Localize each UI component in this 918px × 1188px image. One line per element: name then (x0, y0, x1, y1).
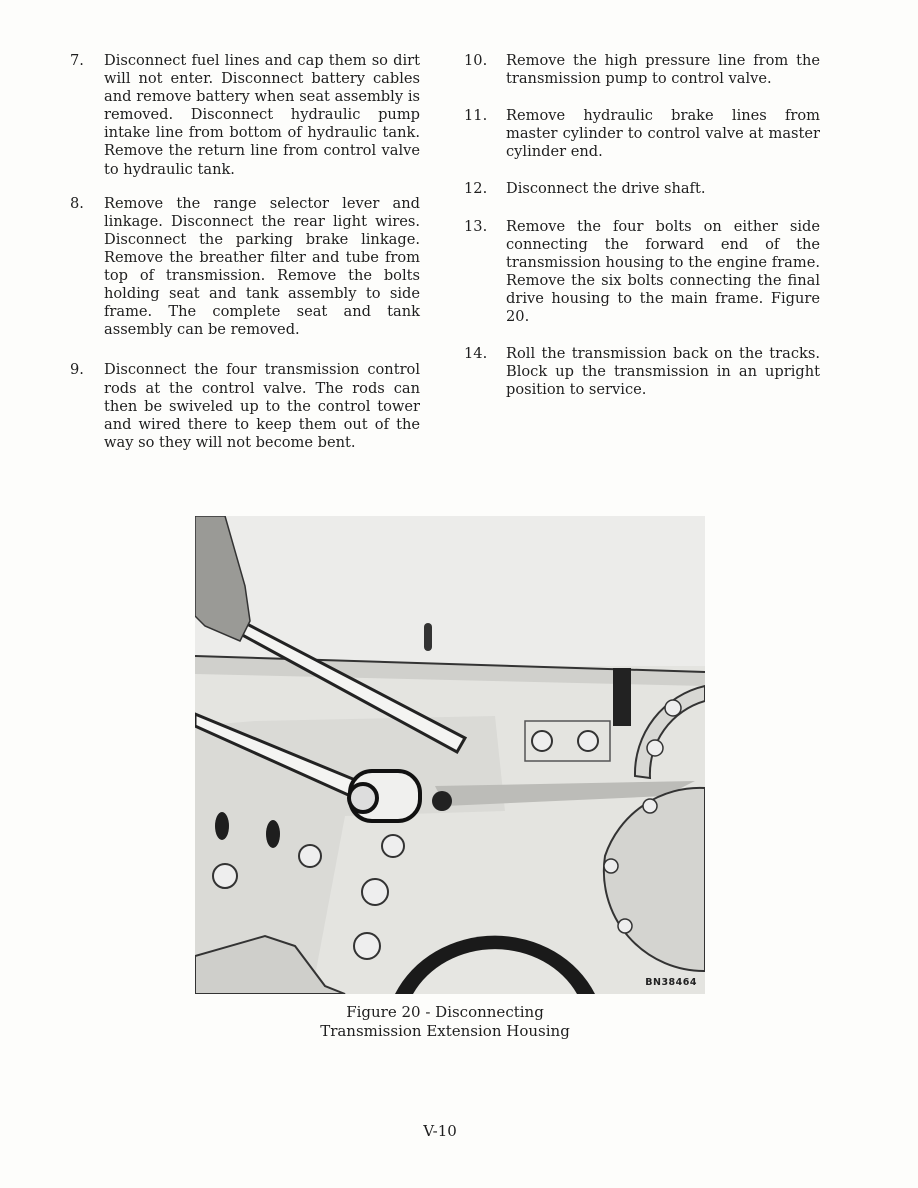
step-text: Disconnect fuel lines and cap them so dirt will not enter. Disconnect battery cables and remove battery when seat assembly is removed. Disconnect hydraulic pump intake line from bottom of hydraulic tank. Remove the return line from control valve to hydraulic tank. (104, 52, 420, 178)
step-14 (464, 345, 820, 399)
figure-20-photo (195, 516, 705, 994)
step-number: 10. (464, 52, 488, 69)
hole-1 (215, 812, 229, 840)
bolt-6 (354, 933, 380, 959)
step-9 (70, 361, 420, 451)
step-number: 8. (70, 194, 84, 212)
bolt-3 (299, 845, 321, 867)
step-number: 11. (464, 107, 488, 125)
bolt-2 (578, 731, 598, 751)
step-number: 13. (464, 217, 488, 235)
step-13 (464, 218, 820, 327)
step-text: Remove the range selector lever and linkage. Disconnect the rear light wires. Disconnect the parking brake linkage. Remove the breather filter and tube from top of transmission. Remove the bolts holding seat and tank assembly to side frame. The complete seat and tank assembly can be removed. (104, 194, 420, 339)
right-column (464, 52, 820, 415)
step-8 (70, 195, 420, 340)
frame-slot (613, 668, 631, 726)
socket-end (349, 784, 377, 812)
flange-bolt (647, 740, 663, 756)
step-text: Disconnect the drive shaft. (506, 180, 706, 198)
cover-bolt (618, 919, 632, 933)
step-number: 7. (70, 52, 84, 69)
step-11 (464, 107, 820, 161)
step-7 (70, 52, 420, 179)
step-10 (464, 52, 820, 88)
bolt-4 (213, 864, 237, 888)
slot-mark (424, 623, 432, 651)
figure-caption (260, 1003, 630, 1041)
caption-line-2: Transmission Extension Housing (320, 1022, 570, 1040)
caption-line-1: Figure 20 - Disconnecting (346, 1003, 544, 1021)
step-text: Remove hydraulic brake lines from master cylinder to control valve at master cylinder end. (506, 107, 820, 161)
bolt-5 (362, 879, 388, 905)
step-number: 14. (464, 345, 488, 363)
flange-bolt (665, 700, 681, 716)
bolt-1 (532, 731, 552, 751)
socket-hole (432, 791, 452, 811)
page-number: V-10 (423, 1122, 457, 1140)
left-column (70, 52, 420, 468)
hole-2 (266, 820, 280, 848)
bolt-7 (382, 835, 404, 857)
step-text: Remove the high pressure line from the transmission pump to control valve. (506, 52, 820, 88)
photo-illustration (195, 516, 705, 994)
step-number: 9. (70, 361, 84, 379)
step-text: Remove the four bolts on either side connecting the forward end of the transmission housing to the engine frame. Remove the six bolts connecting the final drive housing to the main frame. Figure 20. (506, 217, 820, 326)
cover-bolt (643, 799, 657, 813)
figure-id-label: BN38464 (645, 977, 697, 988)
step-text: Roll the transmission back on the tracks. Block up the transmission in an upright position to service. (506, 345, 820, 399)
step-text: Disconnect the four transmission control rods at the control valve. The rods can then be swiveled up to the control tower and wired there to keep them out of the way so they will not become bent. (104, 361, 420, 451)
cover-bolt (604, 859, 618, 873)
step-12 (464, 180, 820, 198)
step-number: 12. (464, 180, 488, 198)
